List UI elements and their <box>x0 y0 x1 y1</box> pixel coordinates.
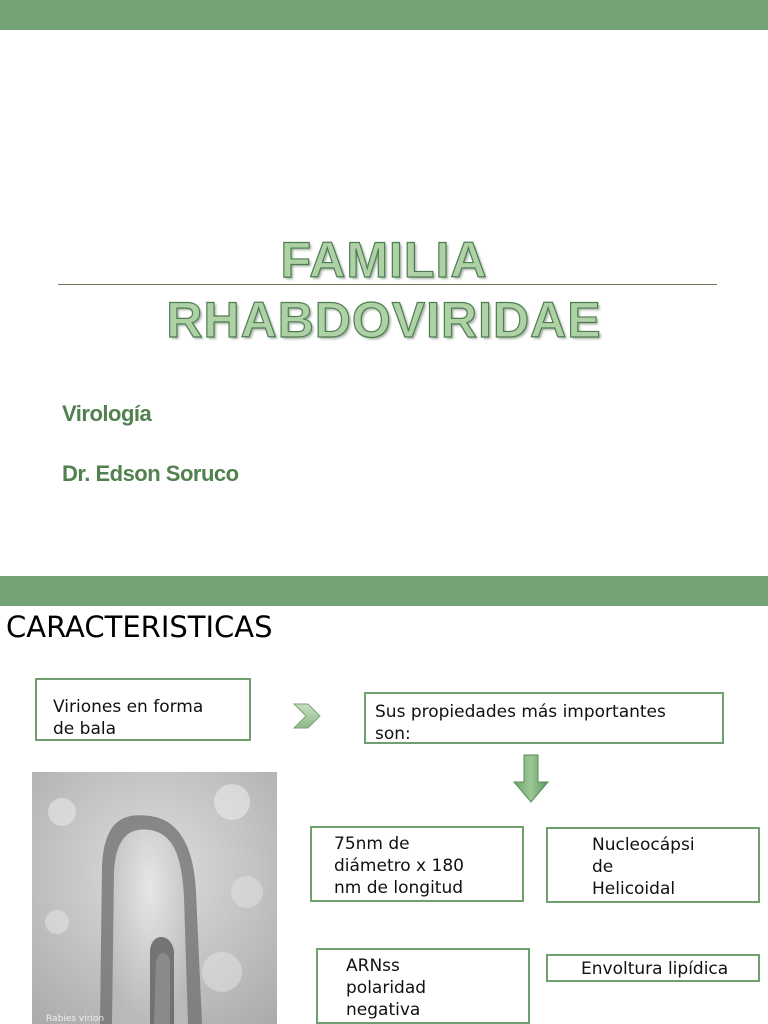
slide-heading: CARACTERISTICAS <box>6 610 273 644</box>
envelope-box: Envoltura lipídica <box>546 954 760 982</box>
chevron-right-icon <box>292 703 322 729</box>
micrograph-illustration <box>32 772 277 1024</box>
micrograph-caption: Rabies virion <box>46 1014 105 1024</box>
virion-shape-box: Viriones en forma de bala <box>35 678 251 741</box>
arrow-down-icon <box>512 754 550 804</box>
accent-bar <box>0 0 768 30</box>
accent-bar <box>0 576 768 606</box>
subtitle-author: Dr. Edson Soruco <box>62 461 239 486</box>
title-line-2: RHABDOVIRIDAE <box>166 292 602 348</box>
rna-box: ARNss polaridad negativa <box>316 948 530 1024</box>
subtitle-course: Virología <box>62 401 152 426</box>
dimensions-box: 75nm de diámetro x 180 nm de longitud <box>310 826 524 902</box>
virion-micrograph <box>32 772 277 1024</box>
title-line-1: FAMILIA <box>280 232 488 288</box>
properties-box: Sus propiedades más importantes son: <box>364 692 724 744</box>
nucleocapsid-box: Nucleocápsi de Helicoidal <box>546 827 760 903</box>
characteristics-slide <box>0 576 768 1024</box>
